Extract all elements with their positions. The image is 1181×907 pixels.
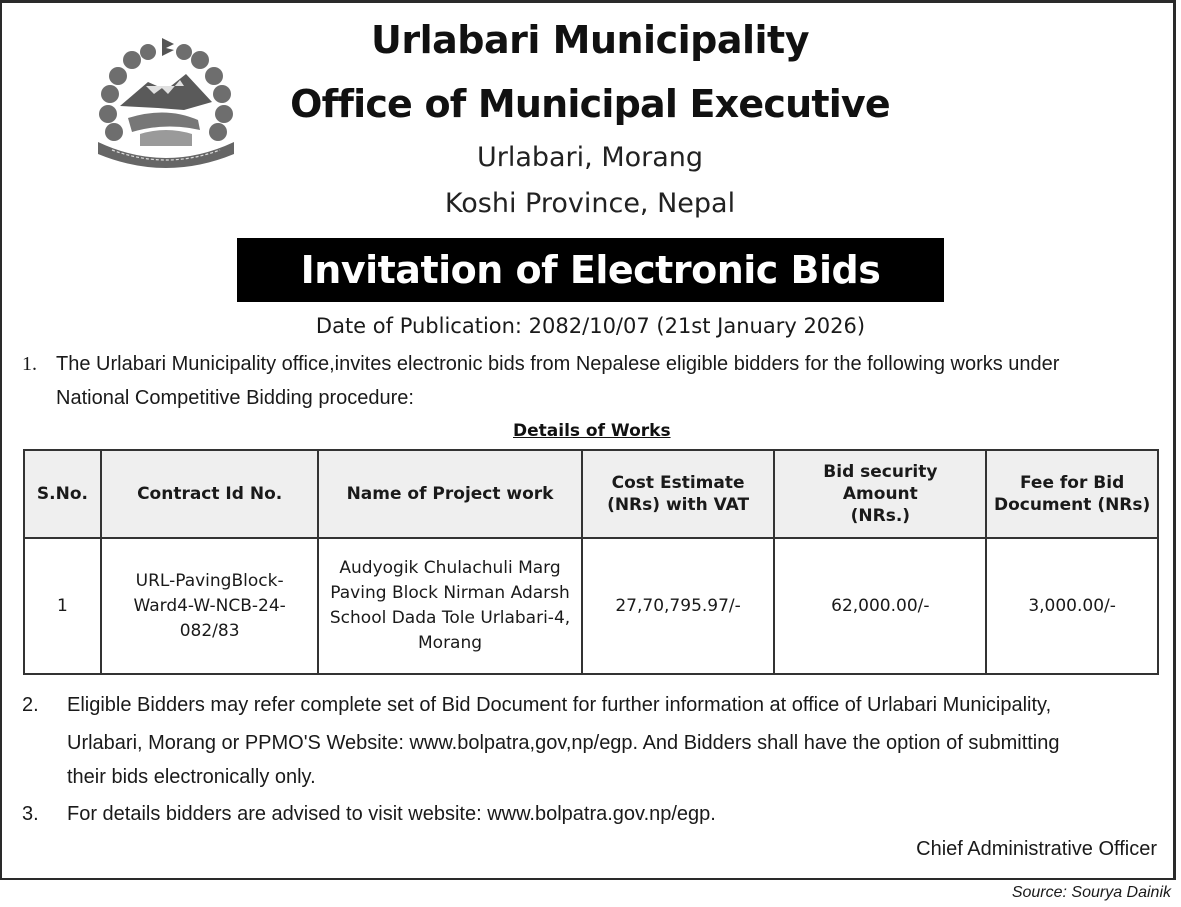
table-row [24, 538, 1158, 674]
column-header-bid-security: Bid security Amount (NRs.) [774, 450, 986, 538]
office-title: Office of Municipal Executive [290, 82, 890, 126]
paragraph-2 [22, 686, 1162, 792]
cell-bid-security: 62,000.00/- [774, 538, 986, 674]
paragraph-3 [22, 797, 1162, 831]
cell-project-name: Audyogik Chulachuli Marg Paving Block Nirman Adarsh School Dada Tole Urlabari-4, Morang [318, 538, 581, 674]
column-header-document-fee: Fee for Bid Document (NRs) [986, 450, 1158, 538]
notice-banner: Invitation of Electronic Bids [237, 238, 944, 302]
address-line-2: Koshi Province, Nepal [444, 188, 736, 219]
address-line-1: Urlabari, Morang [476, 142, 704, 173]
paragraph-1 [22, 347, 1162, 415]
publication-date: Date of Publication: 2082/10/07 (21st January 2026) [315, 314, 866, 338]
paragraph-text: The Urlabari Municipality office,invites electronic bids from Nepalese eligible bidders for the following works under [56, 353, 1060, 375]
municipality-title: Urlabari Municipality [371, 18, 809, 62]
paragraph-text: Eligible Bidders may refer complete set of Bid Document for further information at office of Urlabari Municipality, [67, 694, 1052, 716]
cell-document-fee: 3,000.00/- [986, 538, 1158, 674]
cell-contract-id: URL-PavingBlock-Ward4-W-NCB-24-082/83 [101, 538, 318, 674]
column-header-cost-estimate: Cost Estimate (NRs) with VAT [582, 450, 775, 538]
column-header-project-name: Name of Project work [318, 450, 581, 538]
column-header-contract-id: Contract Id No. [101, 450, 318, 538]
nepal-emblem-icon [88, 36, 244, 172]
column-header-sno: S.No. [24, 450, 101, 538]
table-header-row [24, 450, 1158, 538]
paragraph-text: For details bidders are advised to visit website: www.bolpatra.gov.np/egp. [67, 803, 716, 825]
signatory-title: Chief Administrative Officer [916, 838, 1157, 860]
paragraph-number: 1. [22, 353, 37, 375]
cell-sno: 1 [24, 538, 101, 674]
paragraph-number: 2. [22, 694, 39, 716]
paragraph-text: Urlabari, Morang or PPMO'S Website: www.bolpatra,gov,np/egp. And Bidders shall have the option of submitting [67, 732, 1060, 754]
table-title: Details of Works [513, 421, 671, 441]
paragraph-number: 3. [22, 803, 39, 825]
cell-cost-estimate: 27,70,795.97/- [582, 538, 775, 674]
paragraph-text: National Competitive Bidding procedure: [56, 387, 414, 409]
paragraph-text: their bids electronically only. [67, 766, 316, 788]
source-credit: Source: Sourya Dainik [1011, 884, 1171, 901]
works-table [23, 449, 1159, 675]
